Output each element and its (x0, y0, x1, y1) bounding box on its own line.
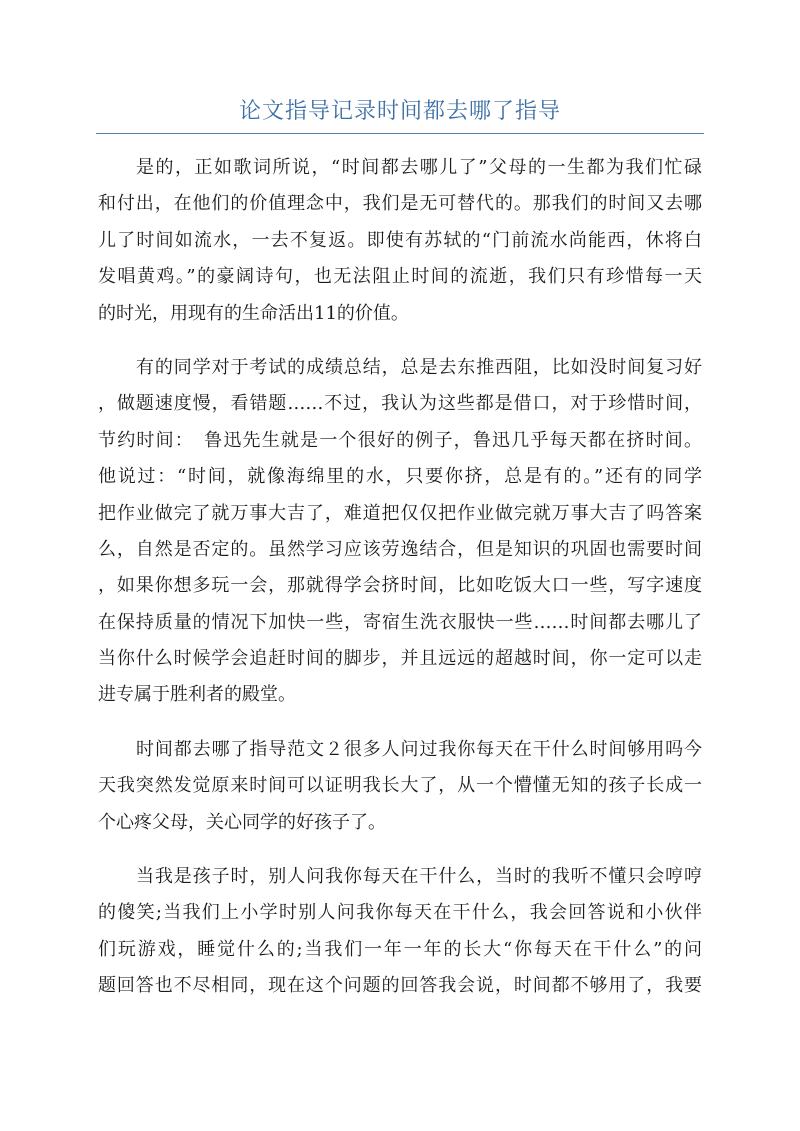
text-line: 个心疼父母，关心同学的好孩子了。 (98, 811, 386, 833)
text-line: 么，自然是否定的。虽然学习应该劳逸结合，但是知识的巩固也需要时间 (98, 538, 702, 560)
text-line: 把作业做完了就万事大吉了，难道把仅仅把作业做完就万事大吉了吗答案 (98, 502, 702, 524)
paragraph-1 (98, 150, 702, 332)
text-line: 和付出，在他们的价值理念中，我们是无可替代的。那我们的时间又去哪 (98, 193, 702, 215)
text-line: 们玩游戏，睡觉什么的;当我们一年一年的长大“你每天在干什么”的问 (98, 938, 702, 960)
title-underline (96, 133, 704, 134)
text-line: 有的同学对于考试的成绩总结，总是去东推西阻，比如没时间复习好 (136, 356, 702, 378)
paragraph-2 (98, 350, 702, 714)
paragraph-3 (98, 732, 702, 841)
text-line: 当我是孩子时，别人问我你每天在干什么，当时的我听不懂只会哼哼 (136, 866, 702, 888)
text-line: 题回答也不尽相同，现在这个问题的回答我会说，时间都不够用了，我要 (98, 975, 702, 997)
text-line: 儿了时间如流水，一去不复返。即使有苏轼的“门前流水尚能西，休将白 (98, 229, 702, 251)
text-line: 在保持质量的情况下加快一些，寄宿生洗衣服快一些……时间都去哪儿了 (98, 611, 702, 633)
text-line: 天我突然发觉原来时间可以证明我长大了，从一个懵懂无知的孩子长成一 (98, 775, 702, 797)
document-body (98, 150, 702, 1023)
paragraph-4 (98, 859, 702, 1005)
document-title: 论文指导记录时间都去哪了指导 (238, 99, 561, 124)
text-line: ，做题速度慢，看错题……不过，我认为这些都是借口，对于珍惜时间， (98, 393, 702, 415)
text-line: ，如果你想多玩一会，那就得学会挤时间，比如吃饭大口一些，写字速度 (98, 575, 702, 597)
text-line: 的傻笑;当我们上小学时别人问我你每天在干什么，我会回答说和小伙伴 (98, 902, 702, 924)
text-line: 进专属于胜利者的殿堂。 (98, 684, 296, 706)
text-line: 发唱黄鸡。”的豪阔诗句，也无法阻止时间的流逝，我们只有珍惜每一天 (98, 266, 702, 288)
text-line: 节约时间： 鲁迅先生就是一个很好的例子，鲁迅几乎每天都在挤时间。 (98, 429, 702, 451)
text-line: 时间都去哪了指导范文２很多人问过我你每天在干什么时间够用吗今 (136, 738, 702, 760)
text-line: 是的，正如歌词所说，“时间都去哪儿了”父母的一生都为我们忙碌 (136, 157, 702, 178)
text-line: 的时光，用现有的生命活出11的价值。 (98, 302, 409, 324)
text-line: 当你什么时候学会追赶时间的脚步，并且远远的超越时间，你一定可以走 (98, 648, 702, 670)
text-line: 他说过：“时间，就像海绵里的水，只要你挤，总是有的。”还有的同学 (98, 466, 702, 488)
